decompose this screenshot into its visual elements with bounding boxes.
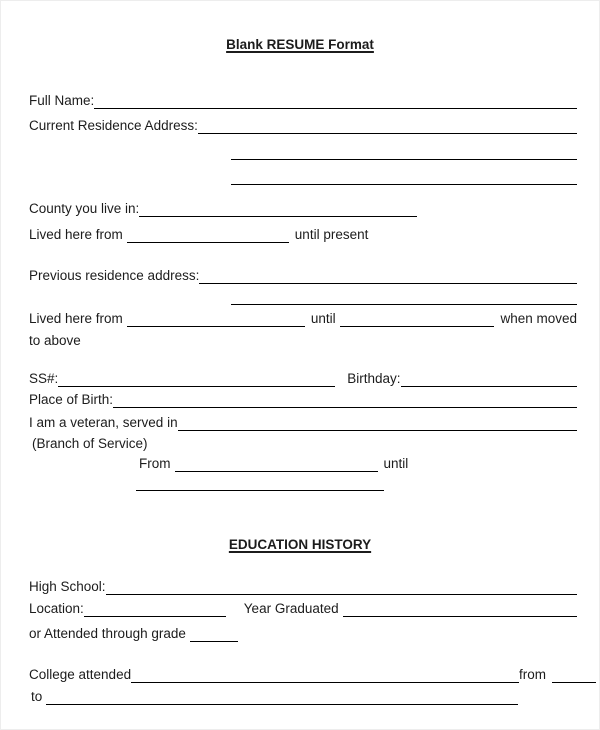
veteran-label: I am a veteran, served in	[29, 415, 178, 430]
lived-here-from-label: Lived here from	[29, 227, 123, 242]
prev-lived-from-label: Lived here from	[29, 311, 123, 326]
prev-until-label: until	[310, 311, 336, 326]
education-section-title: EDUCATION HISTORY	[228, 537, 372, 552]
college-to-field[interactable]	[46, 689, 518, 705]
birthday-label: Birthday:	[347, 371, 401, 386]
college-field[interactable]	[131, 667, 519, 683]
ssn-birthday-row	[29, 369, 577, 387]
county-row	[29, 199, 577, 217]
ssn-field[interactable]	[58, 371, 335, 387]
college-from-field[interactable]	[552, 667, 596, 683]
prev-lived-until-field[interactable]	[340, 311, 495, 327]
attended-grade-row	[29, 624, 577, 642]
current-address-line2-field[interactable]	[231, 159, 577, 160]
prev-lived-from-field[interactable]	[127, 311, 305, 327]
when-moved-label: when moved	[500, 311, 577, 326]
hs-location-field[interactable]	[84, 601, 226, 617]
high-school-field[interactable]	[106, 579, 577, 595]
place-of-birth-field[interactable]	[113, 392, 577, 408]
page-title: Blank RESUME Format	[226, 37, 374, 52]
college-row	[29, 665, 596, 683]
place-of-birth-label: Place of Birth:	[29, 392, 114, 407]
service-from-field[interactable]	[175, 456, 378, 472]
previous-address-field[interactable]	[199, 268, 577, 284]
year-graduated-field[interactable]	[343, 601, 577, 617]
college-to-row	[31, 687, 518, 705]
place-of-birth-row	[29, 390, 577, 408]
previous-address-row	[29, 266, 577, 284]
location-label: Location:	[29, 601, 84, 616]
full-name-label: Full Name:	[29, 93, 95, 108]
current-address-row	[29, 116, 577, 134]
previous-lived-row	[29, 309, 577, 327]
college-to-label: to	[31, 689, 43, 704]
branch-of-service-label: (Branch of Service)	[32, 436, 148, 451]
service-dates-row	[139, 454, 577, 472]
lived-here-row	[29, 225, 577, 243]
college-from-label: from	[519, 667, 546, 682]
year-graduated-label: Year Graduated	[243, 601, 339, 616]
branch-of-service-row	[32, 434, 577, 452]
to-above-label: to above	[29, 333, 81, 348]
attended-grade-label: or Attended through grade	[29, 626, 186, 641]
previous-address-label: Previous residence address:	[29, 268, 200, 283]
college-attended-label: College attended	[29, 667, 132, 682]
current-address-line3-field[interactable]	[231, 184, 577, 185]
full-name-row	[29, 91, 577, 109]
service-until-field[interactable]	[136, 490, 384, 491]
current-address-label: Current Residence Address:	[29, 118, 198, 133]
to-above-row	[29, 331, 577, 349]
previous-address-line2-field[interactable]	[231, 304, 577, 305]
ssn-label: SS#:	[29, 371, 59, 386]
veteran-row	[29, 413, 577, 431]
current-address-field[interactable]	[198, 118, 577, 134]
service-from-label: From	[139, 456, 171, 471]
location-row	[29, 599, 577, 617]
veteran-branch-field[interactable]	[178, 415, 577, 431]
service-until-label: until	[383, 456, 409, 471]
birthday-field[interactable]	[401, 371, 577, 387]
attended-grade-field[interactable]	[190, 626, 238, 642]
lived-from-field[interactable]	[127, 227, 289, 243]
county-field[interactable]	[139, 201, 417, 217]
high-school-label: High School:	[29, 579, 106, 594]
full-name-field[interactable]	[94, 93, 577, 109]
until-present-label: until present	[294, 227, 369, 242]
county-label: County you live in:	[29, 201, 140, 216]
high-school-row	[29, 577, 577, 595]
